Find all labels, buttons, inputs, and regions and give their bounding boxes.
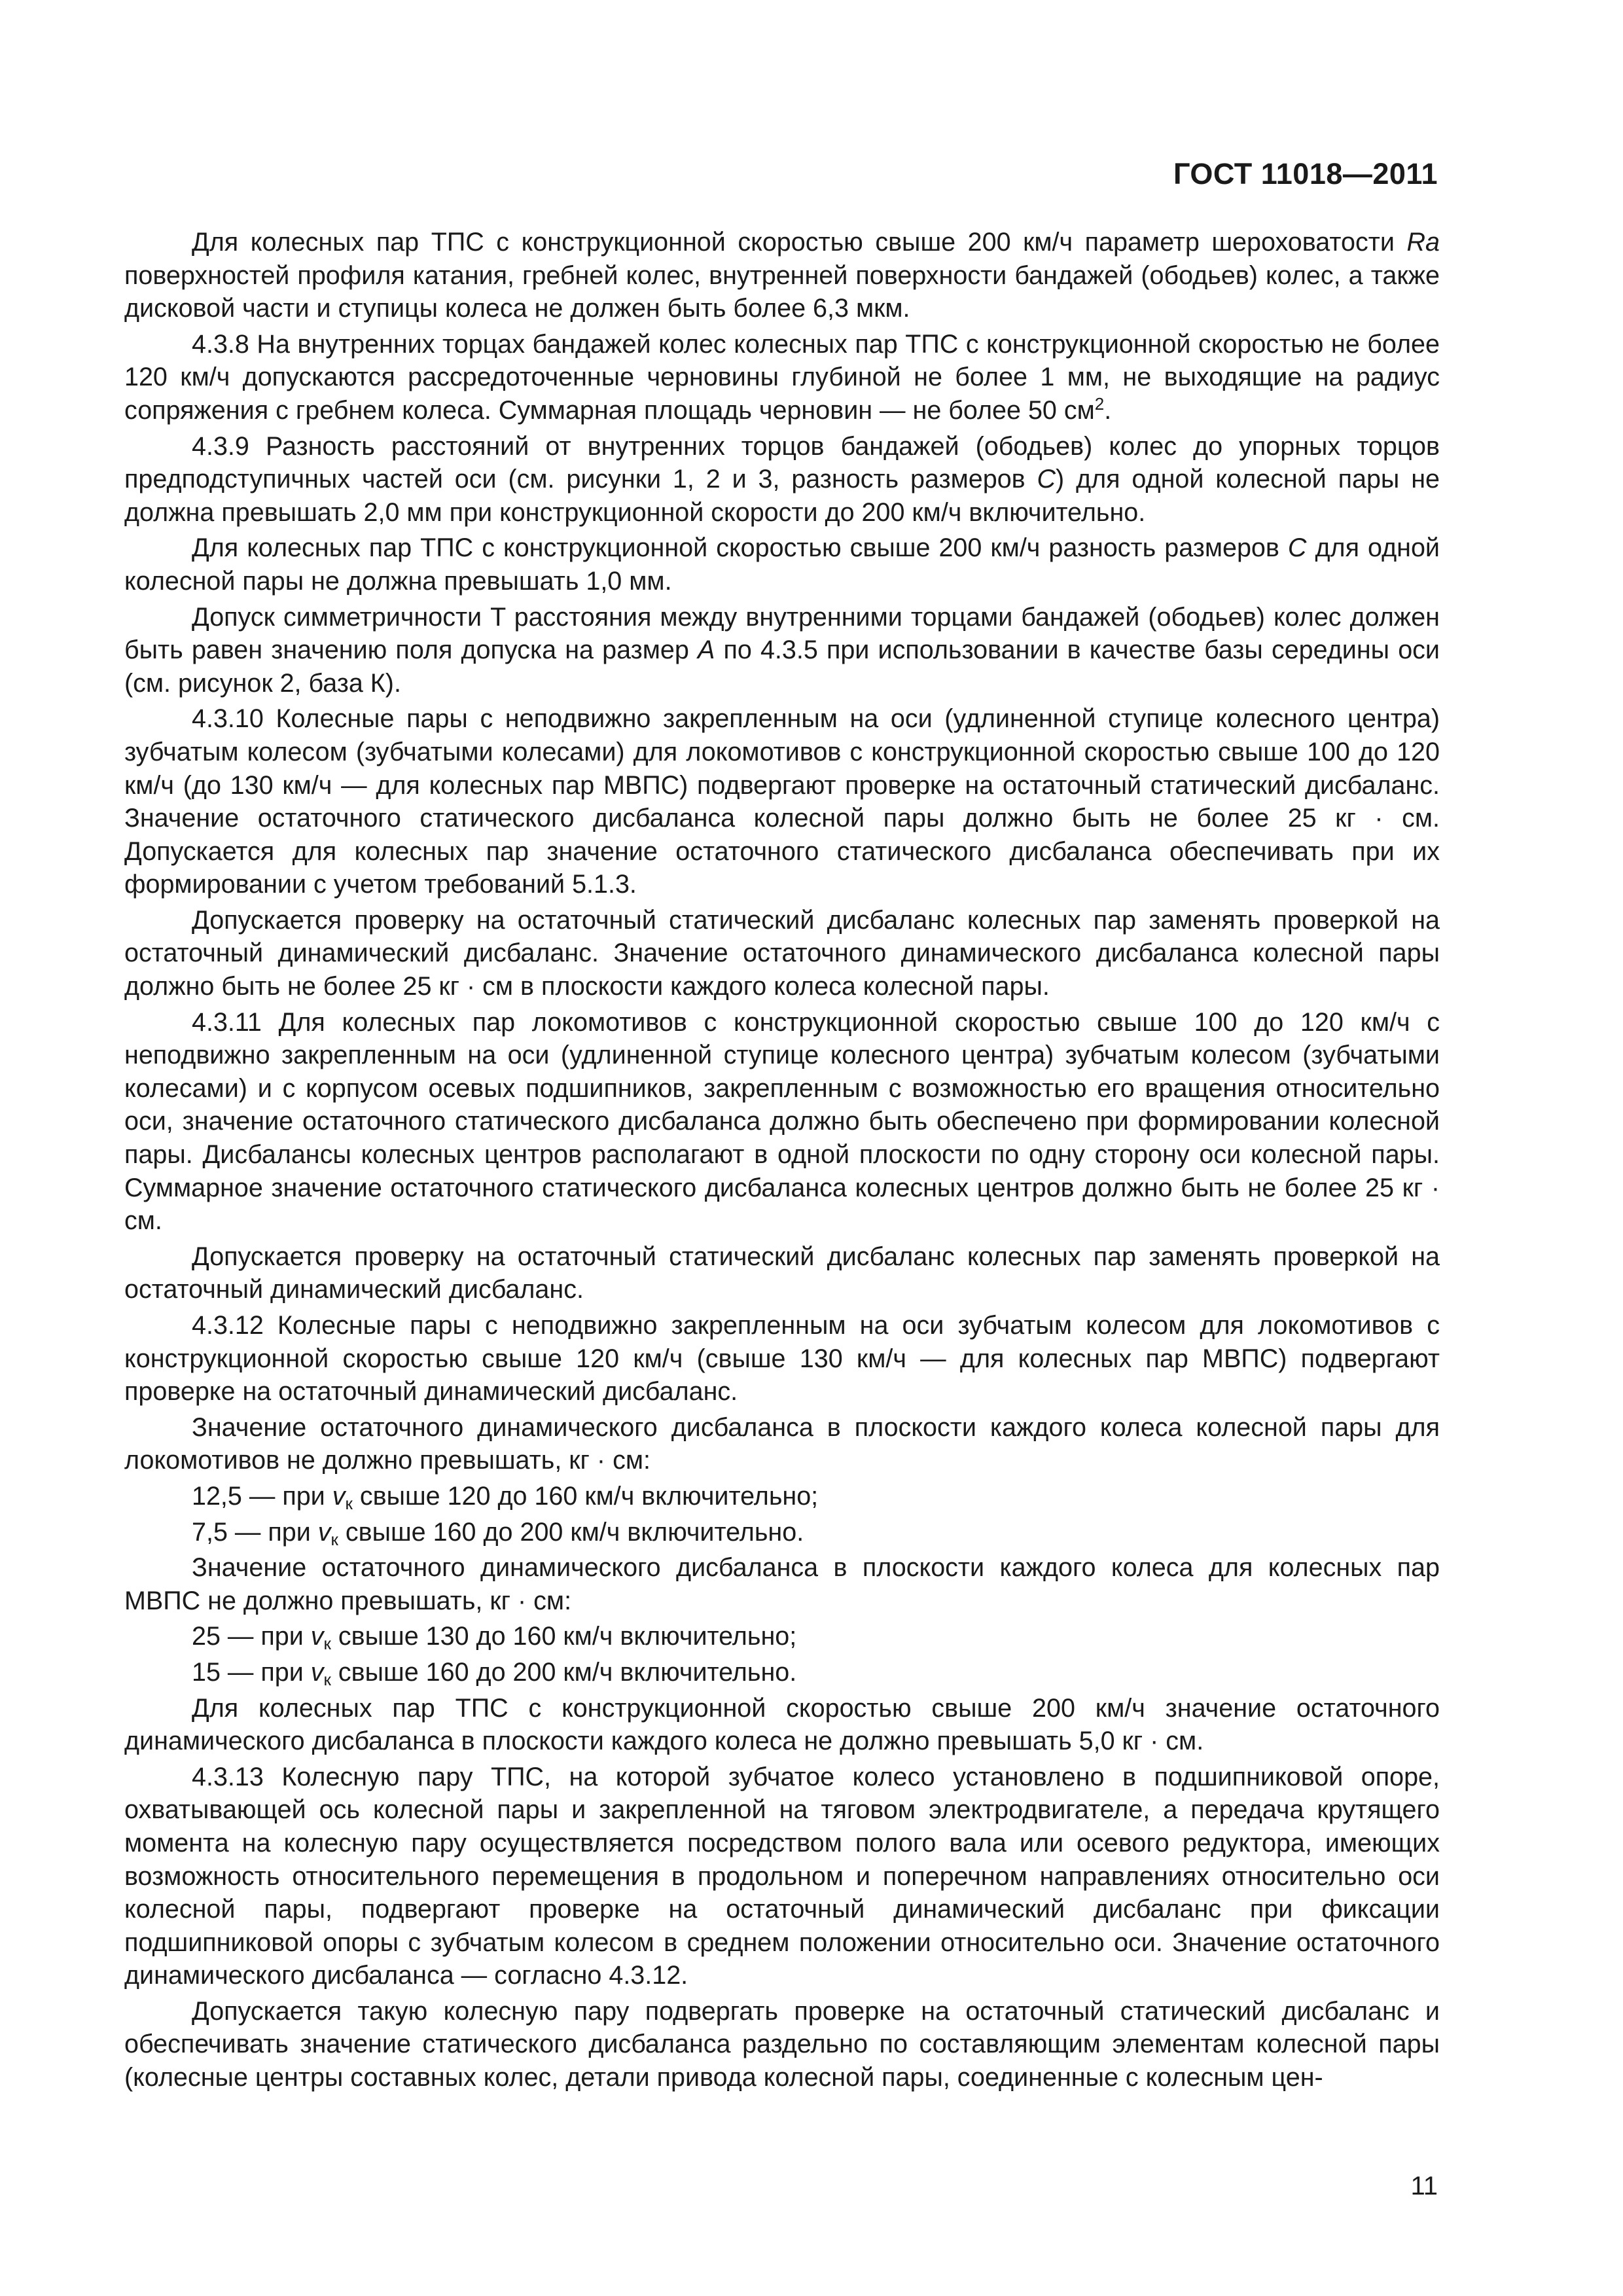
paragraph: Для колесных пар ТПС с конструкционной скоростью свыше 200 км/ч разность размеров C для одной колесной пары не должна превышать 1,0 мм. [124, 533, 1440, 596]
paragraph: Для колесных пар ТПС с конструкционной скоростью свыше 200 км/ч значение остаточного динамического дисбаланса в плоскости каждого колеса не должно превышать 5,0 кг · см. [124, 1693, 1440, 1756]
paragraph: Допускается проверку на остаточный статический дисбаланс колесных пар заменять проверкой на остаточный динамический дисбаланс. [124, 1242, 1440, 1304]
list-item: 12,5 — при $v_к$ свыше 120 до 160 км/ч включительно; [192, 1481, 819, 1513]
paragraph: Значение остаточного динамического дисбаланса в плоскости каждого колеса колесной пары для локомотивов не должно превышать, кг · см: [124, 1412, 1440, 1475]
list-item: 15 — при $v_к$ свыше 160 до 200 км/ч включительно. [192, 1657, 797, 1689]
paragraph: Значение остаточного динамического дисбаланса в плоскости каждого колеса для колесных пар МВПС не должно превышать, кг · см: [124, 1553, 1440, 1615]
paragraph: Для колесных пар ТПС с конструкционной скоростью свыше 200 км/ч параметр шероховатости Ra поверхностей профиля катания, гребней колес, внутренней поверхности бандажей (ободьев) колес, а также дисковой части и ступицы колеса не должен быть более 6,3 мкм. [124, 228, 1440, 323]
list-item: 25 — при $v_к$ свыше 130 до 160 км/ч включительно; [192, 1622, 797, 1654]
clause-4-3-9: 4.3.9 Разность расстояний от внутренних торцов бандажей (ободьев) колес до упорных торцов предподступичных частей оси (см. рисунки 1, 2 и 3, разность размеров C) для одной колесной пары не должна превышать 2,0 мм при конструкционной скорости до 200 км/ч включительно. [124, 431, 1440, 527]
paragraph: Допускается такую колесную пару подвергать проверке на остаточный статический дисбаланс и обеспечивать значение статического дисбаланса раздельно по составляющим элементам колесной пары (колесные центры составных колес, детали привода колесной пары, соединенные с колесным цен- [124, 1996, 1440, 2092]
paragraph: Допуск симметричности T расстояния между внутренними торцами бандажей (ободьев) колес должен быть равен значению поля допуска на размер A по 4.3.5 при использовании в качестве базы середины оси (см. рисунок 2, база К). [124, 602, 1440, 698]
page-number: 11 [1410, 2172, 1438, 2200]
clause-4-3-11: 4.3.11 Для колесных пар локомотивов с конструкционной скоростью свыше 100 до 120 км/ч с неподвижно закрепленным на оси (удлиненной ступице колесного центра) зубчатым колесом (зубчатыми колесами) и с корпусом осевых подшипников, закрепленным с возможностью его вращения относительно оси, значение остаточного статического дисбаланса должно быть обеспечено при формировании колесной пары. Дисбалансы колесных центров располагают в одной плоскости по одну сторону оси колесной пары. Суммарное значение остаточного статического дисбаланса колесных центров должно быть не более 25 кг · см. [124, 1007, 1440, 1236]
list-item: 7,5 — при $v_к$ свыше 160 до 200 км/ч включительно. [192, 1517, 804, 1549]
document-body [124, 226, 1440, 2094]
document-code: ГОСТ 11018—2011 [1173, 157, 1438, 190]
clause-4-3-10: 4.3.10 Колесные пары с неподвижно закрепленным на оси (удлиненной ступице колесного центра) зубчатым колесом (зубчатыми колесами) для локомотивов с конструкционной скоростью свыше 100 до 120 км/ч (до 130 км/ч — для колесных пар МВПС) подвергают проверке на остаточный статический дисбаланс. Значение остаточного статического дисбаланса колесной пары должно быть не более 25 кг · см. Допускается для колесных пар значение остаточного статического дисбаланса обеспечивать при их формировании с учетом требований 5.1.3. [124, 704, 1440, 899]
clause-4-3-8: 4.3.8 На внутренних торцах бандажей колес колесных пар ТПС с конструкционной скоростью не более 120 км/ч допускаются рассредоточенные черновины глубиной не более 1 мм, не выходящие на радиус сопряжения с гребнем колеса. Суммарная площадь черновин — не более 50 $см^2$. [124, 329, 1440, 425]
clause-4-3-13: 4.3.13 Колесную пару ТПС, на которой зубчатое колесо установлено в подшипниковой опоре, охватывающей ось колесной пары и закрепленной на тяговом электродвигателе, а передача крутящего момента на колесную пару осуществляется посредством полого вала или осевого редуктора, имеющих возможность относительного перемещения в продольном и поперечном направлениях относительно оси колесной пары, подвергают проверке на остаточный динамический дисбаланс при фиксации подшипниковой опоры с зубчатым колесом в среднем положении относительно оси. Значение остаточного динамического дисбаланса — согласно 4.3.12. [124, 1762, 1440, 1990]
clause-4-3-12: 4.3.12 Колесные пары с неподвижно закрепленным на оси зубчатым колесом для локомотивов с конструкционной скоростью свыше 120 км/ч (свыше 130 км/ч — для колесных пар МВПС) подвергают проверке на остаточный динамический дисбаланс. [124, 1311, 1440, 1407]
paragraph: Допускается проверку на остаточный статический дисбаланс колесных пар заменять проверкой на остаточный динамический дисбаланс. Значение остаточного динамического дисбаланса колесной пары должно быть не более 25 кг · см в плоскости каждого колеса колесной пары. [124, 905, 1440, 1001]
